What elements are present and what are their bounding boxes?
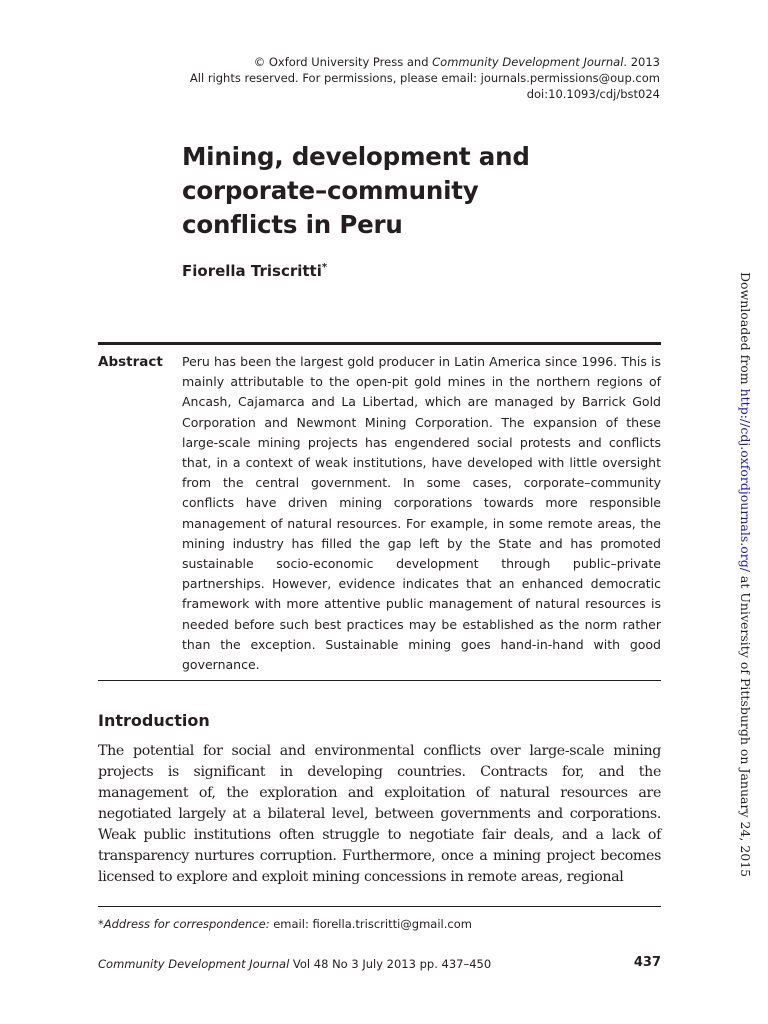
author-text: Fiorella Triscritti [182,262,322,280]
title-line-3: conflicts in Peru [182,210,403,239]
doi-line: doi:10.1093/cdj/bst024 [526,87,660,101]
title-line-2: corporate–community [182,176,479,205]
footnote-label: *Address for correspondence: [98,917,270,931]
introduction-paragraph: The potential for social and environmental conflicts over large-scale mining projects is significant in developing countries. Contracts for, and the management of, the exploration and exploitation of natural resources are negotiated largely at a bilateral level, between governments and corporations. Weak public institutions often struggle to negotiate fair deals, and a lack of transparency nurtures corruption. Furthermore, once a mining project becomes licensed to explore and exploit mining concessions in remote areas, regional [98,743,661,885]
sidebar-prefix: Downloaded from [738,272,753,389]
download-sidebar [737,272,753,877]
copyright-line [190,54,660,70]
footnote [98,917,472,931]
footnote-rule [98,906,661,907]
footnote-email[interactable]: email: fiorella.triscritti@gmail.com [269,917,472,931]
section-heading-introduction: Introduction [98,711,210,730]
footer-journal-name: Community Development Journal [98,957,290,971]
article-title [182,140,622,242]
copyright-notice [190,54,660,102]
abstract-bottom-rule [98,680,661,681]
sidebar-suffix: at University of Pittsburgh on January 24, 2015 [738,571,753,878]
copyright-journal: Community Development Journal [432,55,624,69]
sidebar-link[interactable]: http://cdj.oxfordjournals.org/ [738,388,753,572]
rights-line: All rights reserved. For permissions, please email: journals.permissions@oup.com [189,71,660,85]
footer-citation [98,957,491,971]
abstract-label: Abstract [98,354,163,370]
title-line-1: Mining, development and [182,142,530,171]
copyright-prefix: © Oxford University Press and [253,55,433,69]
abstract-text: Peru has been the largest gold producer in Latin America since 1996. This is mainly attributable to the open-pit gold mines in the northern regions of Ancash, Cajamarca and La Libertad, which are managed by Barrick Gold Corporation and Newmont Mining Corporation. The expansion of these large-scale mining projects has engendered social protests and conflicts that, in a context of weak institutions, have developed with little oversight from the central government. In some cases, corporate–community conflicts have driven mining corporations towards more responsible management of natural resources. For example, in some remote areas, the mining industry has filled the gap left by the State and has promoted sustainable socio-economic development through public–private partnerships. However, evidence indicates that an enhanced democratic framework with more attentive public management of natural resources is needed before such best practices may be established as the norm rather than the exception. Sustainable mining goes hand-in-hand with good governance. [182,354,661,673]
footer-volume-info: Vol 48 No 3 July 2013 pp. 437–450 [289,957,492,971]
author-name [182,262,327,280]
page-number: 437 [633,955,661,970]
author-footnote-mark[interactable]: * [321,262,328,273]
copyright-year: . 2013 [623,55,660,69]
abstract-top-rule [98,342,661,345]
